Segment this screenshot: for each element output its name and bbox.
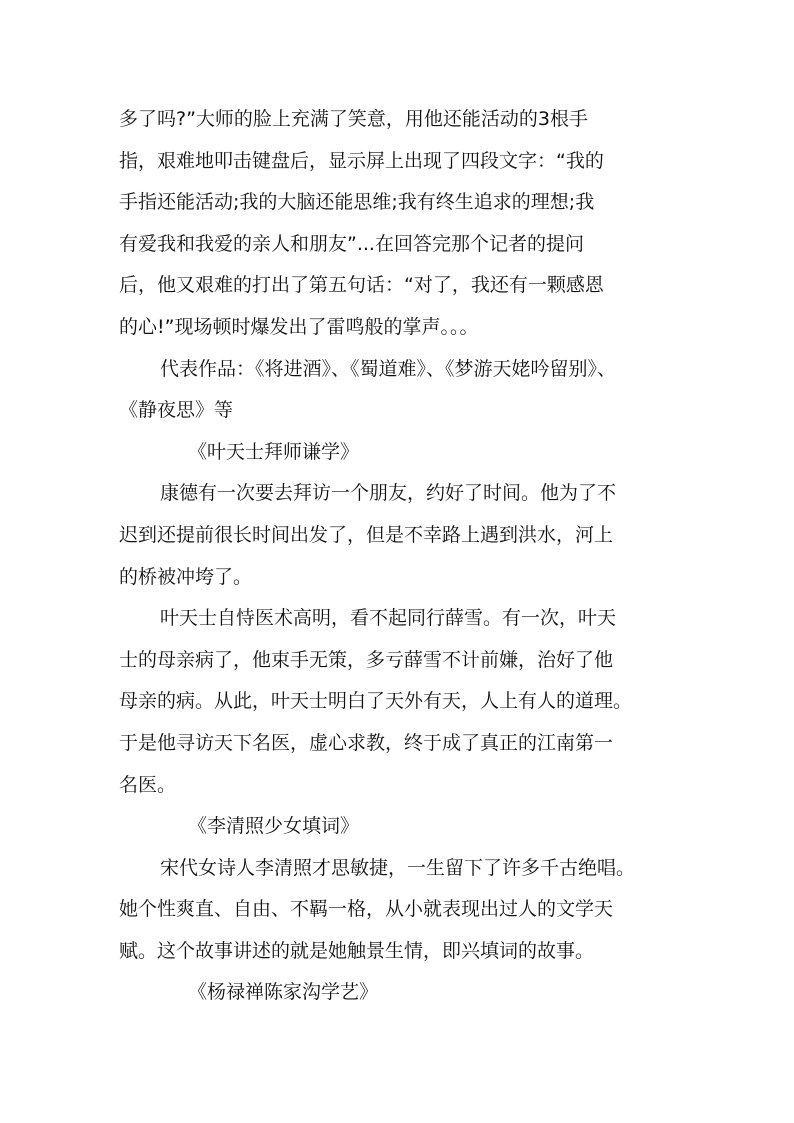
- text-line: 《静夜思》等: [119, 399, 234, 422]
- section-title: 《杨禄禅陈家沟学艺》: [188, 981, 379, 1004]
- text-line: 指，艰难地叩击键盘后，显示屏上出现了四段文字：“我的: [119, 149, 604, 172]
- text-line: 士的母亲病了，他束手无策，多亏薛雪不计前嫌，治好了他: [119, 648, 614, 671]
- text-line: 代表作品：《将进酒》、《蜀道难》、《梦游天姥吟留别》、: [160, 357, 617, 380]
- text-line: 的心!”现场顿时爆发出了雷鸣般的掌声。。。: [119, 315, 479, 338]
- text-line: 手指还能活动;我的大脑还能思维;我有终生追求的理想;我: [119, 191, 595, 214]
- text-line: 多了吗?”大师的脸上充满了笑意，用他还能活动的3根手: [119, 108, 589, 130]
- text-line: 名医。: [119, 773, 177, 796]
- text-line: 康德有一次要去拜访一个朋友，约好了时间。他为了不: [160, 482, 617, 505]
- text-line: 宋代女诗人李清照才思敏捷，一生留下了许多千古绝唱。: [160, 856, 636, 879]
- text-line: 她个性爽直、自由、不羁一格，从小就表现出过人的文学天: [119, 898, 614, 921]
- text-line: 迟到还提前很长时间出发了，但是不幸路上遇到洪水，河上: [119, 523, 614, 546]
- text-line: 赋。这个故事讲述的就是她触景生情，即兴填词的故事。: [119, 939, 595, 962]
- document-body: [119, 99, 677, 1014]
- text-line: 后，他又艰难的打出了第五句话：“对了，我还有一颗感恩: [119, 274, 604, 297]
- text-line: 有爱我和我爱的亲人和朋友”...在回答完那个记者的提问: [119, 232, 584, 255]
- section-title: 《李清照少女填词》: [188, 815, 360, 838]
- text-line: 于是他寻访天下名医，虚心求教，终于成了真正的江南第一: [119, 731, 614, 754]
- text-line: 叶天士自恃医术高明，看不起同行薛雪。有一次，叶天: [160, 607, 617, 630]
- text-line: 的桥被冲垮了。: [119, 565, 253, 588]
- section-title: 《叶天士拜师谦学》: [188, 440, 360, 463]
- text-line: 母亲的病。从此，叶天士明白了天外有天，人上有人的道理。: [119, 690, 633, 713]
